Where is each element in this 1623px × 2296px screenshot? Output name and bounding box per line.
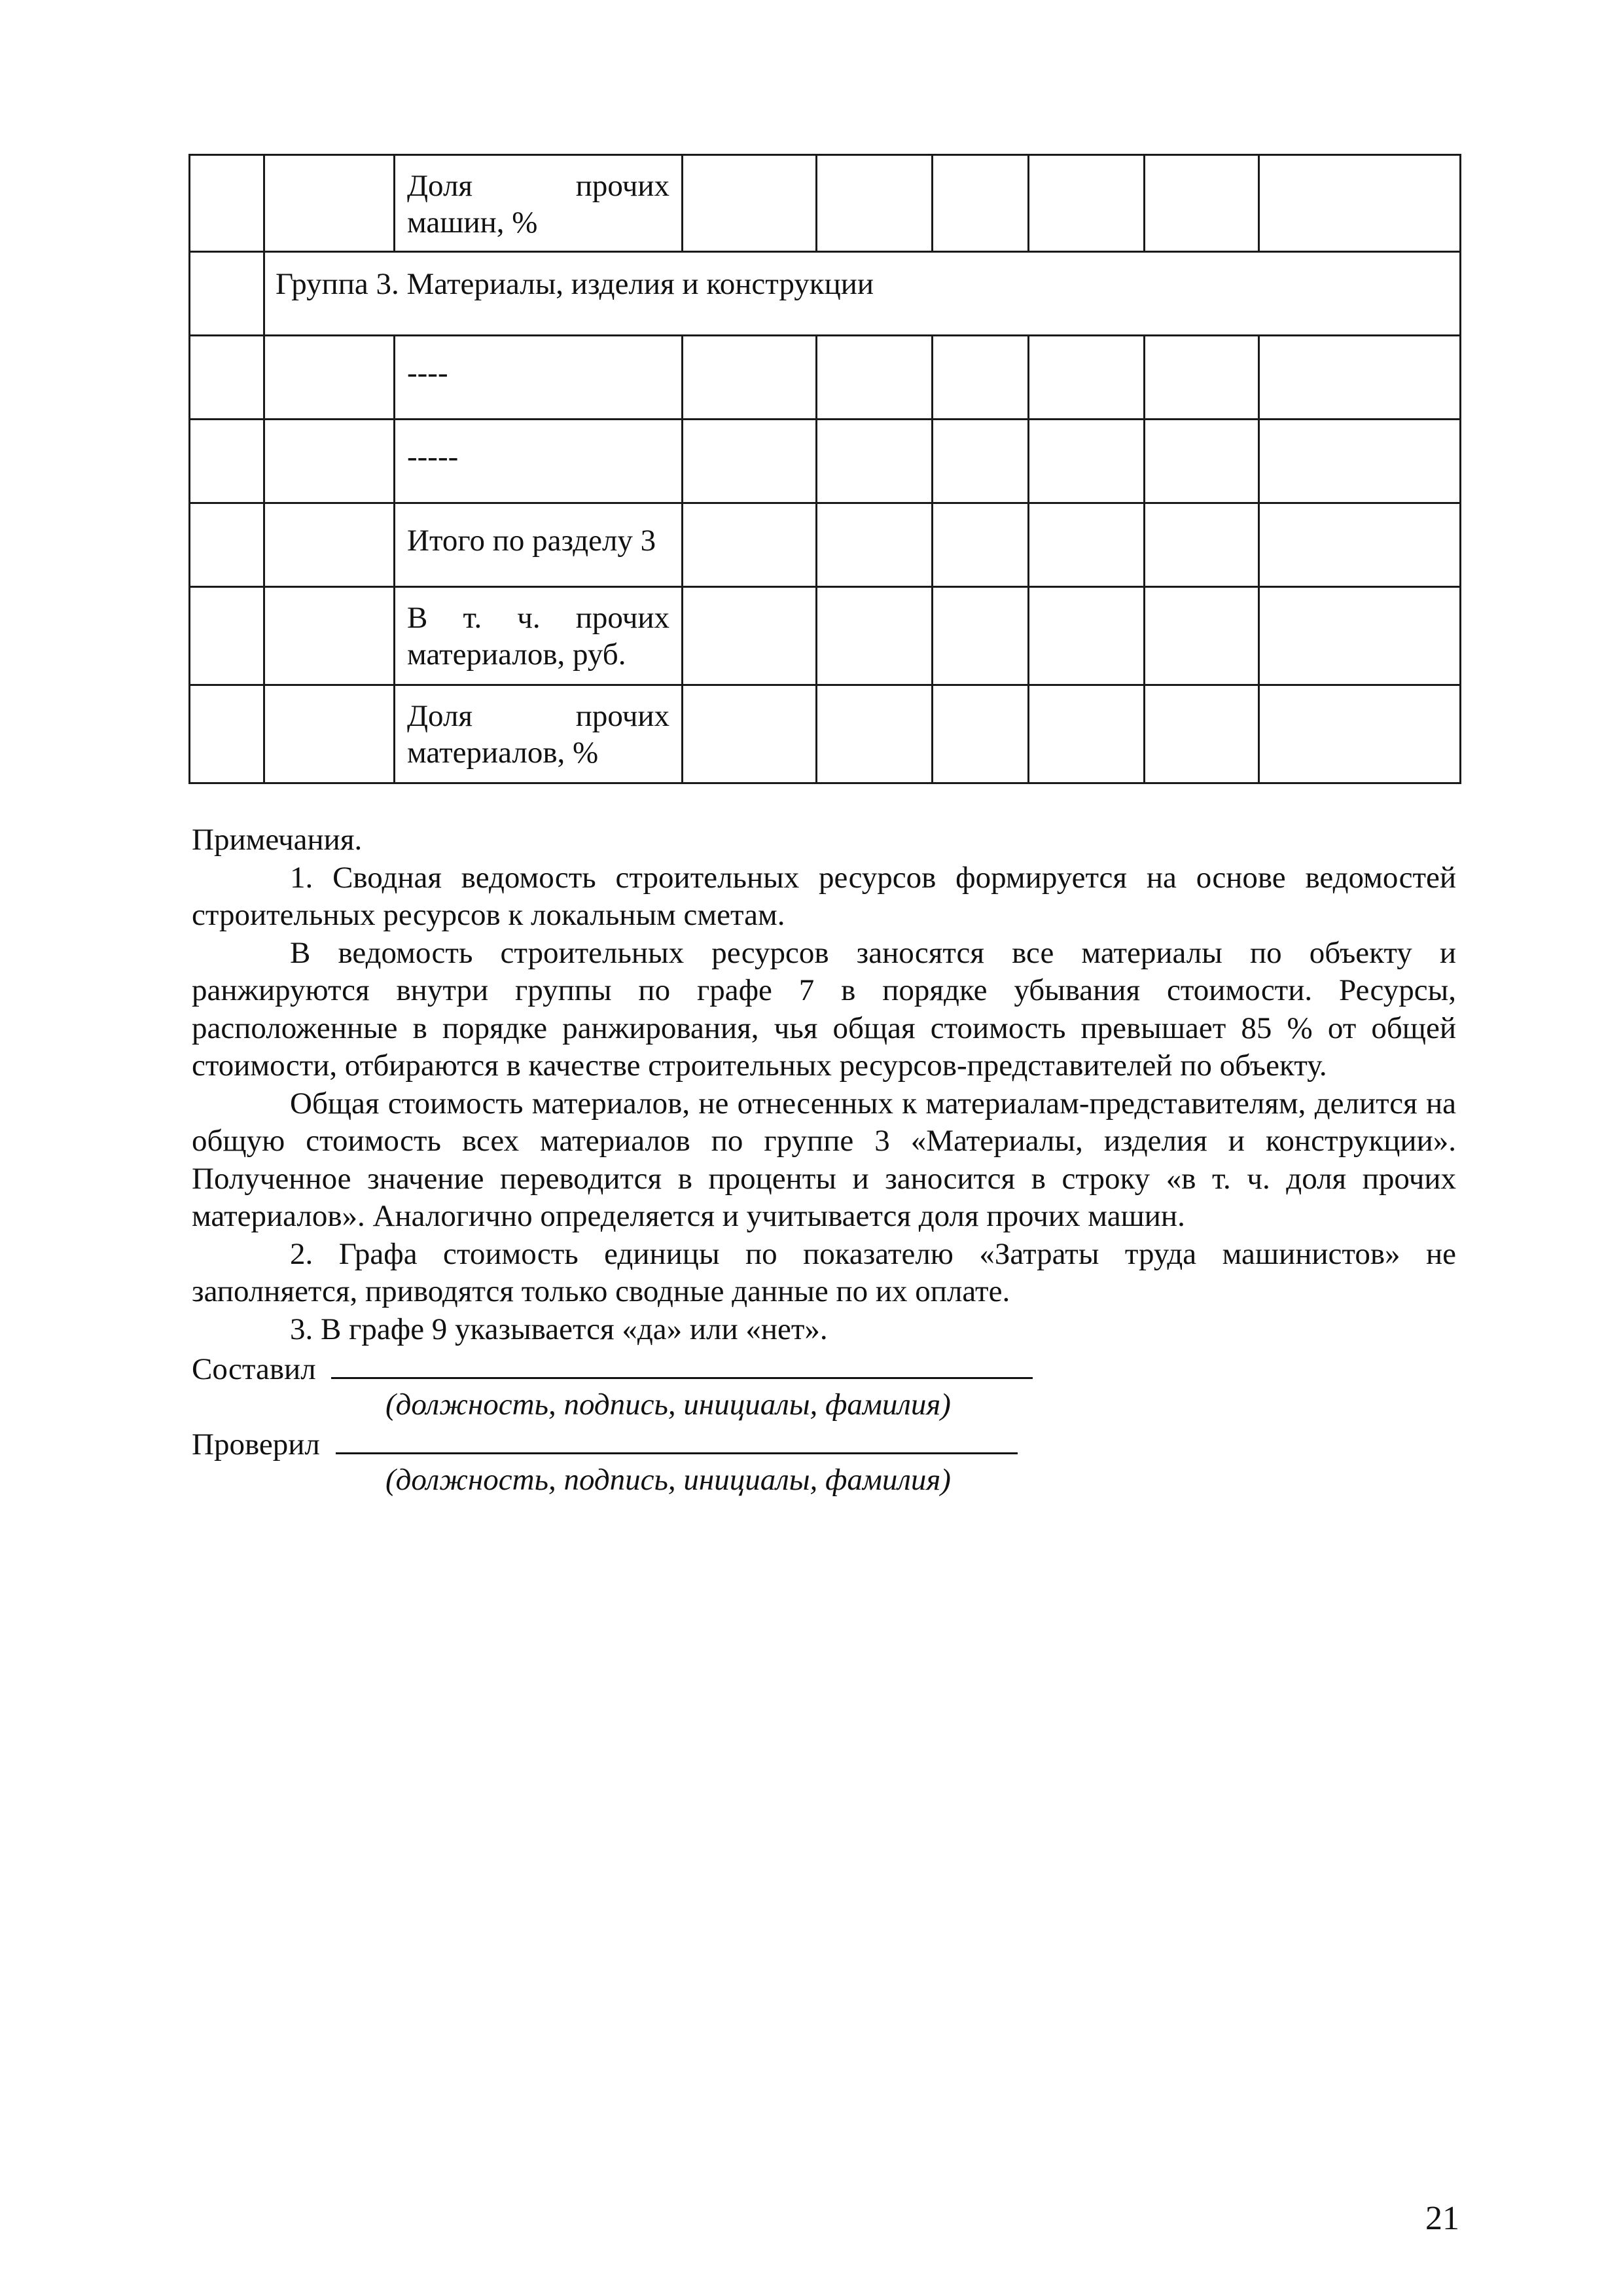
note-paragraph: 3. В графе 9 указывается «да» или «нет». bbox=[290, 1312, 828, 1346]
note-paragraph: 2. Графа стоимость единицы по показателю «Затраты труда машинистов» не заполняется, приводятся только сводные данные по их оплате. bbox=[192, 1236, 1456, 1308]
note-paragraph: Общая стоимость материалов, не отнесенных к материалам-представителям, делится на общую стоимость всех материалов по группе 3 «Материалы, изделия и конструкции». Полученное значение переводится в проценты и заносится в строку «в т. ч. доля прочих материалов». Аналогично определяется и учитывается доля прочих машин. bbox=[192, 1086, 1456, 1233]
note-paragraph: В ведомость строительных ресурсов заносятся все материалы по объекту и ранжируются внутри группы по графе 7 в порядке убывания стоимости. Ресурсы, расположенные в порядке ранжирования, чья общая стоимость превышает 85 % от общей стоимости, отбираются в качестве строительных ресурсов-представителей по объекту. bbox=[192, 935, 1456, 1083]
notes-section bbox=[192, 821, 1456, 1499]
table-row bbox=[190, 336, 1461, 420]
row-label-other-materials-rub: В т. ч. прочих материалов, руб. bbox=[407, 601, 669, 672]
row-label-placeholder-1: ---- bbox=[407, 356, 448, 390]
checked-by-caption: (должность, подпись, инициалы, фамилия) bbox=[385, 1462, 951, 1497]
compiled-by-label: Составил bbox=[192, 1352, 316, 1386]
checked-by-label: Проверил bbox=[192, 1427, 320, 1462]
group-3-label: Группа 3. Материалы, изделия и конструкции bbox=[276, 267, 874, 301]
compiled-by-row bbox=[192, 1348, 1456, 1386]
row-label-placeholder-2: ----- bbox=[407, 440, 459, 474]
note-paragraph: 1. Сводная ведомость строительных ресурсов формируется на основе ведомостей строительных ресурсов к локальным сметам. bbox=[192, 860, 1456, 932]
notes-heading: Примечания. bbox=[192, 823, 363, 857]
compiled-by-caption: (должность, подпись, инициалы, фамилия) bbox=[385, 1387, 951, 1422]
table-row bbox=[190, 155, 1461, 252]
row-label-section-3-total: Итого по разделу 3 bbox=[407, 524, 656, 558]
table-row bbox=[190, 503, 1461, 587]
checked-by-row bbox=[192, 1424, 1456, 1462]
checked-by-signature-line bbox=[336, 1424, 1018, 1454]
table-row bbox=[190, 587, 1461, 685]
row-label-other-materials-share: Доля прочих материалов, % bbox=[407, 699, 669, 770]
table-row bbox=[190, 420, 1461, 503]
table-body bbox=[190, 155, 1461, 783]
compiled-by-signature-line bbox=[331, 1348, 1033, 1379]
page-number: 21 bbox=[1425, 2200, 1459, 2237]
table-row bbox=[190, 685, 1461, 783]
row-label-other-machines-share: Доля прочих машин, % bbox=[407, 169, 669, 240]
group-row bbox=[190, 252, 1461, 336]
resource-table bbox=[188, 154, 1461, 784]
